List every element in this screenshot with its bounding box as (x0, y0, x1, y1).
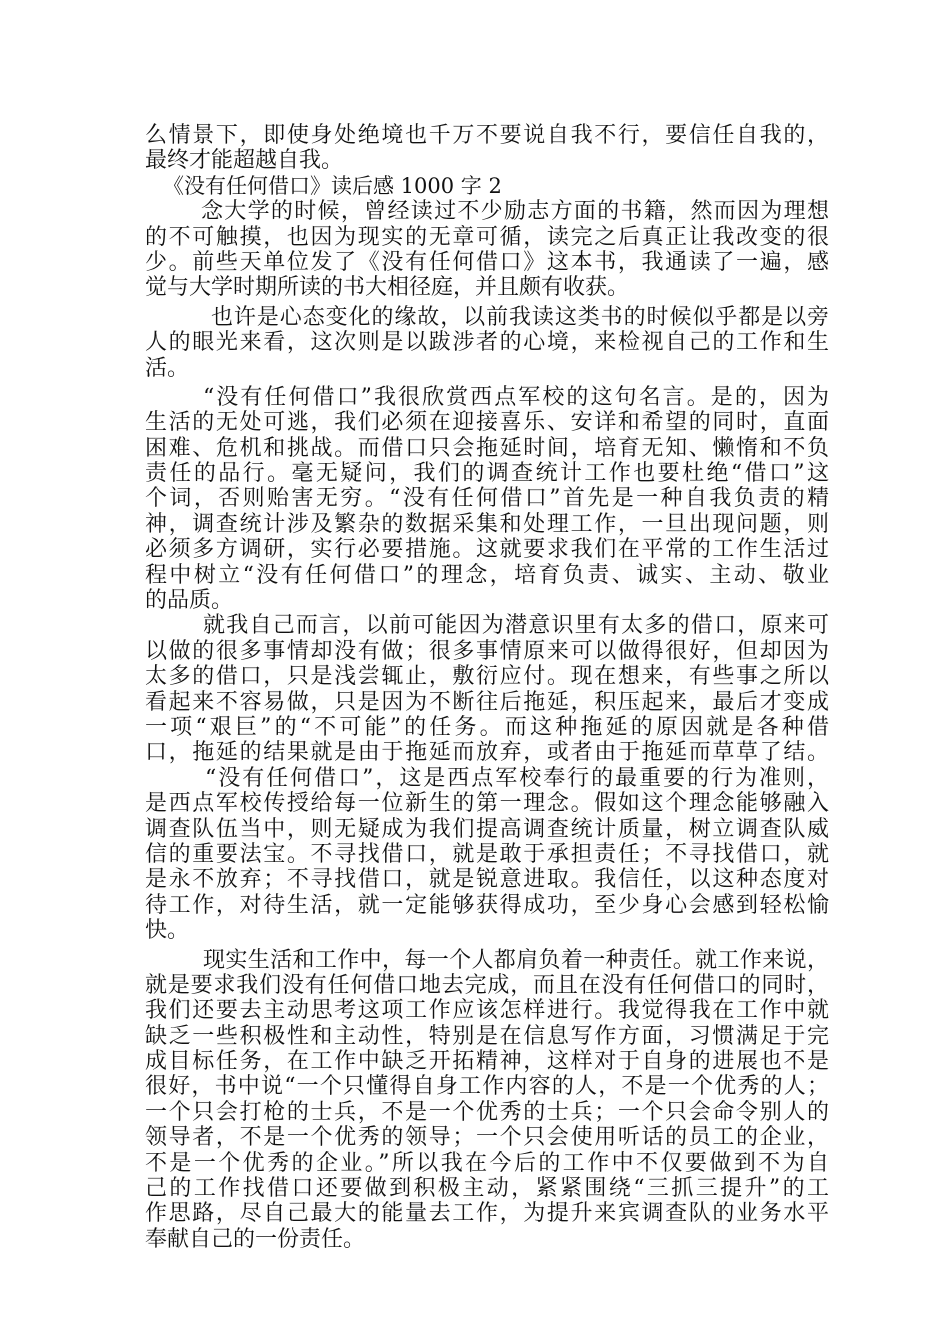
p6-line-10: 己的工作找借口还要做到积极主动，紧紧围绕“三抓三提升”的工 (145, 1176, 829, 1202)
paragraph-2 (145, 305, 829, 381)
paragraph-1 (145, 199, 829, 301)
p5-line-5: 是永不放弃；不寻找借口，就是锐意进取。我信任，以这种态度对 (145, 867, 829, 893)
p6-line-6: 很好，书中说“一个只懂得自身工作内容的人，不是一个优秀的人； (145, 1074, 829, 1100)
p6-line-12: 奉献自己的一份责任。 (145, 1226, 366, 1252)
p3-line-4: 责任的品行。毫无疑问，我们的调查统计工作也要杜绝“借口”这 (145, 461, 829, 487)
p4-line-2: 以做的很多事情却没有做；很多事情原来可以做得很好，但却因为 (145, 638, 829, 664)
p5-line-6: 待工作，对待生活，就一定能够获得成功，至少身心会感到轻松愉 (145, 892, 829, 918)
intro-line-1: 么情景下，即使身处绝境也千万不要说自我不行，要信任自我的， (145, 123, 829, 148)
p3-line-1: “没有任何借口”我很欣赏西点军校的这句名言。是的，因为 (203, 384, 829, 410)
p5-line-2: 是西点军校传授给每一位新生的第一理念。假如这个理念能够融入 (145, 791, 829, 817)
p6-line-8: 领导者，不是一个优秀的领导；一个只会使用听话的员工的企业， (145, 1125, 829, 1151)
p6-line-3: 我们还要去主动思考这项工作应该怎样进行。我觉得我在工作中就 (145, 998, 829, 1024)
p3-line-9: 的品质。 (145, 588, 234, 614)
p1-line-4: 觉与大学时期所读的书大相径庭，并且颇有收获。 (145, 275, 630, 301)
p4-line-4: 看起来不容易做，只是因为不断往后拖延，积压起来，最后才变成 (145, 689, 829, 715)
section-title: 《没有任何借口》读后感 1000 字 2 (163, 173, 502, 198)
p6-line-7: 一个只会打枪的士兵，不是一个优秀的士兵；一个只会命令别人的 (145, 1099, 829, 1125)
p3-line-3: 困难、危机和挑战。而借口只会拖延时间，培育无知、懒惰和不负 (145, 435, 829, 461)
p2-line-1: 也许是心态变化的缘故，以前我读这类书的时候似乎都是以旁 (211, 304, 829, 330)
p6-line-2: 就是要求我们没有任何借口地去完成，而且在没有任何借口的同时， (145, 972, 829, 998)
p4-line-5: 一项“艰巨”的“不可能”的任务。而这种拖延的原因就是各种借 (145, 714, 829, 740)
p6-line-11: 作思路，尽自己最大的能量去工作，为提升来宾调查队的业务水平 (145, 1201, 829, 1227)
p1-line-3: 少。前些天单位发了《没有任何借口》这本书，我通读了一遍，感 (145, 249, 829, 275)
intro-paragraph (145, 123, 829, 174)
paragraph-3 (145, 385, 829, 614)
intro-line-2: 最终才能超越自我。 (145, 148, 344, 174)
p5-line-4: 信的重要法宝。不寻找借口，就是敢于承担责任；不寻找借口，就 (145, 841, 829, 867)
paragraph-6 (145, 948, 829, 1253)
p4-line-1: 就我自己而言，以前可能因为潜意识里有太多的借口，原来可 (203, 613, 829, 639)
p3-line-8: 程中树立“没有任何借口”的理念，培育负责、诚实、主动、敬业 (145, 562, 829, 588)
p5-line-3: 调查队伍当中，则无疑成为我们提高调查统计质量，树立调查队威 (145, 816, 829, 842)
paragraph-4 (145, 613, 829, 765)
p6-line-4: 缺乏一些积极性和主动性，特别是在信息写作方面，习惯满足于完 (145, 1023, 829, 1049)
document-page (145, 123, 829, 1252)
p4-line-6: 口，拖延的结果就是由于拖延而放弃，或者由于拖延而草草了结。 (145, 740, 829, 766)
p6-line-1: 现实生活和工作中，每一个人都肩负着一种责任。就工作来说， (203, 947, 829, 973)
p5-line-7: 快。 (145, 918, 190, 944)
p3-line-5: 个词，否则贻害无穷。“没有任何借口”首先是一种自我负责的精 (145, 486, 829, 512)
p1-line-2: 的不可触摸，也因为现实的无章可循，读完之后真正让我改变的很 (145, 224, 829, 250)
p6-line-5: 成目标任务，在工作中缺乏开拓精神，这样对于自身的进展也不是 (145, 1049, 829, 1075)
p3-line-6: 神，调查统计涉及繁杂的数据采集和处理工作，一旦出现问题，则 (145, 511, 829, 537)
paragraph-5 (145, 766, 829, 944)
p3-line-2: 生活的无处可逃，我们必须在迎接喜乐、安详和希望的同时，直面 (145, 410, 829, 436)
p5-line-1: “没有任何借口”，这是西点军校奉行的最重要的行为准则， (205, 765, 829, 791)
p6-line-9: 不是一个优秀的企业。”所以我在今后的工作中不仅要做到不为自 (145, 1150, 829, 1176)
p3-line-7: 必须多方调研，实行必要措施。这就要求我们在平常的工作生活过 (145, 537, 829, 563)
p2-line-3: 活。 (145, 355, 190, 381)
p1-line-1: 念大学的时候，曾经读过不少励志方面的书籍，然而因为理想 (201, 199, 829, 225)
p2-line-2: 人的眼光来看，这次则是以跋涉者的心境，来检视自己的工作和生 (145, 330, 829, 356)
p4-line-3: 太多的借口，只是浅尝辄止，敷衍应付。现在想来，有些事之所以 (145, 664, 829, 690)
